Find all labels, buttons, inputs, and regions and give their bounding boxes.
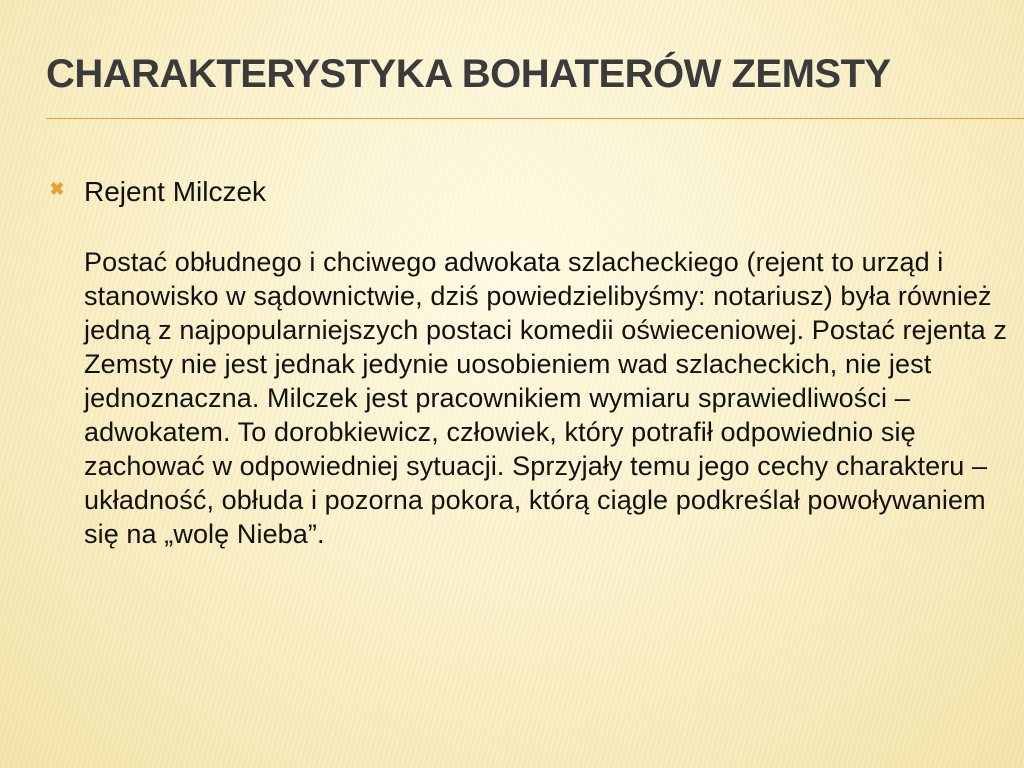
body-paragraph: Postać obłudnego i chciwego adwokata szlacheckiego (rejent to urząd i stanowisko w sądownictwie, dziś powiedzielibyśmy: notariusz) była również jedną z najpopularniejszych postaci komedii oświeceniowej. Postać rejenta z Zemsty nie jest jednak jedynie uosobieniem wad szlacheckich, nie jest jednoznaczna. Milczek jest pracownikiem wymiaru sprawiedliwości – adwokatem. To dorobkiewicz, człowiek, który potrafił odpowiednio się zachować w odpowiedniej sytuacji. Sprzyjały temu jego cechy charakteru – układność, obłuda i pozorna pokora, którą ciągle podkreślał powoływaniem się na „wolę Nieba”.	[84, 247, 1007, 549]
title-divider	[46, 118, 1024, 119]
slide-title: CHARAKTERYSTYKA BOHATERÓW ZEMSTY	[46, 52, 891, 96]
bullet-heading: Rejent Milczek	[84, 176, 267, 207]
x-bullet-icon: ✖	[49, 179, 65, 199]
